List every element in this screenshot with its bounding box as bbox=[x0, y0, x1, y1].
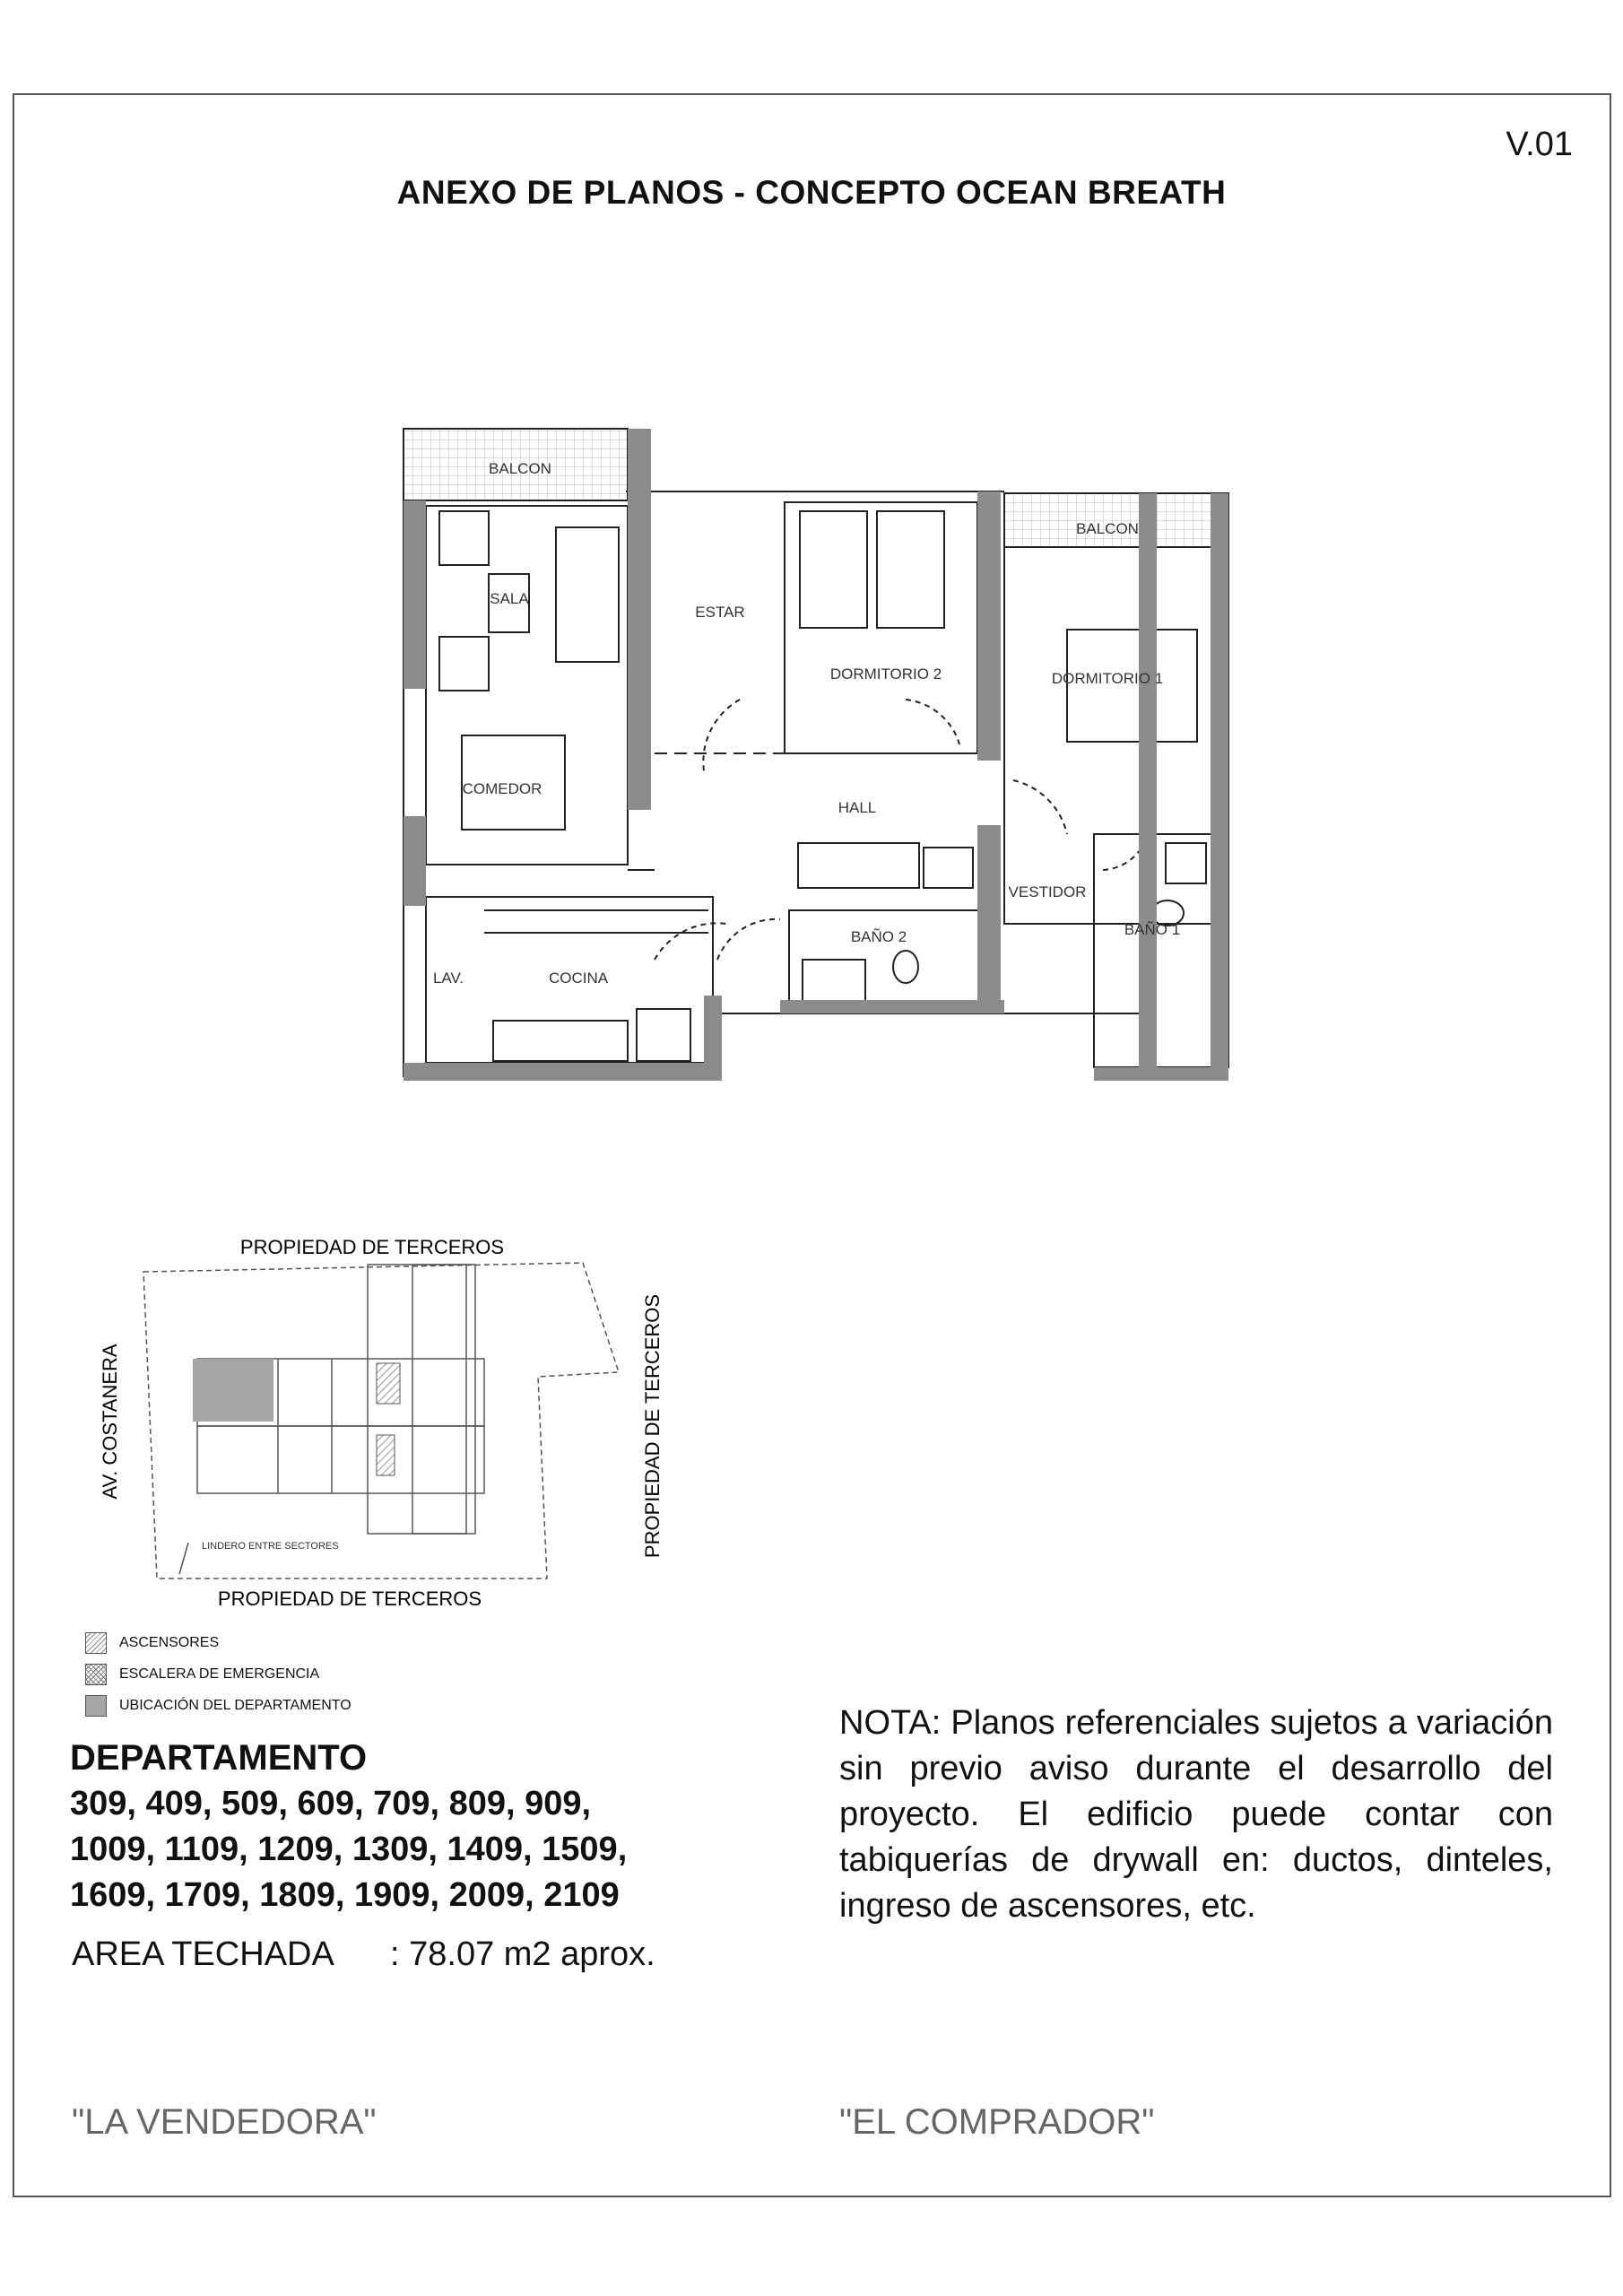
department-heading: DEPARTAMENTO bbox=[70, 1738, 368, 1778]
room-label-lav: LAV. bbox=[432, 970, 464, 987]
stair-swatch-icon bbox=[85, 1664, 107, 1685]
department-units-line: 309, 409, 509, 609, 709, 809, 909, bbox=[70, 1785, 592, 1822]
location-swatch-icon bbox=[85, 1695, 107, 1717]
site-label-top: PROPIEDAD DE TERCEROS bbox=[239, 1236, 505, 1258]
wall bbox=[780, 1000, 1004, 1013]
room-label-comedor: COMEDOR bbox=[462, 780, 542, 797]
room-label-sala: SALA bbox=[490, 590, 529, 607]
site-label-right: PROPIEDAD DE TERCEROS bbox=[641, 1293, 664, 1559]
wall bbox=[404, 1063, 708, 1081]
lindero-label: LINDERO ENTRE SECTORES bbox=[202, 1541, 339, 1552]
wall bbox=[404, 500, 426, 689]
area-row bbox=[72, 1935, 655, 1974]
legend-label: ESCALERA DE EMERGENCIA bbox=[119, 1665, 320, 1682]
wall bbox=[1094, 1067, 1228, 1081]
elevator-swatch-icon bbox=[85, 1632, 107, 1654]
room-label-balcon-left: BALCON bbox=[489, 460, 551, 477]
site-label-bottom: PROPIEDAD DE TERCEROS bbox=[217, 1587, 482, 1610]
room-label-vestidor: VESTIDOR bbox=[1008, 883, 1087, 900]
room-label-bano-2: BAÑO 2 bbox=[850, 928, 907, 945]
room-label-hall: HALL bbox=[838, 799, 877, 816]
legend-item bbox=[85, 1690, 352, 1721]
version-label: V.01 bbox=[1506, 126, 1573, 163]
buyer-signature-label: "EL COMPRADOR" bbox=[839, 2102, 1155, 2142]
legend-label: UBICACIÓN DEL DEPARTAMENTO bbox=[119, 1697, 352, 1713]
wall bbox=[404, 816, 426, 906]
site-label-left: AV. COSTANERA bbox=[99, 1344, 121, 1500]
legend-item bbox=[85, 1658, 352, 1690]
note-text: NOTA: Planos referenciales sujetos a variación sin previo aviso durante el desarrollo del proyecto. El edificio puede contar con tabiquerías de drywall en: ductos, dinteles, ingreso de ascensores, etc. bbox=[839, 1704, 1553, 1925]
room-label-dormitorio-2: DORMITORIO 2 bbox=[829, 665, 942, 683]
floor-plan bbox=[386, 422, 1246, 1103]
room-label-cocina: COCINA bbox=[548, 970, 609, 987]
legend bbox=[85, 1627, 352, 1721]
page-title: ANEXO DE PLANOS - CONCEPTO OCEAN BREATH bbox=[396, 174, 1227, 211]
room-label-dormitorio-1: DORMITORIO 1 bbox=[1051, 670, 1164, 687]
legend-label: ASCENSORES bbox=[119, 1634, 220, 1650]
area-value: : 78.07 m2 aprox. bbox=[390, 1935, 655, 1973]
wall bbox=[704, 996, 722, 1081]
wall bbox=[1211, 493, 1228, 1067]
room-label-bano-1: BAÑO 1 bbox=[1124, 921, 1181, 938]
department-units-line: 1009, 1109, 1209, 1309, 1409, 1509, bbox=[70, 1831, 628, 1868]
room-label-balcon-right: BALCON bbox=[1076, 520, 1139, 537]
wall bbox=[1139, 493, 1157, 1067]
seller-signature-label: "LA VENDEDORA" bbox=[72, 2102, 377, 2142]
legend-item bbox=[85, 1627, 352, 1658]
wall bbox=[977, 825, 1001, 1013]
elevator-marker bbox=[377, 1435, 395, 1475]
site-plan bbox=[81, 1220, 735, 1614]
department-location-marker bbox=[193, 1359, 273, 1422]
wall bbox=[977, 491, 1001, 761]
room-label-estar: ESTAR bbox=[695, 604, 745, 621]
area-label: AREA TECHADA bbox=[72, 1935, 334, 1973]
wall bbox=[628, 429, 651, 810]
department-units-line: 1609, 1709, 1809, 1909, 2009, 2109 bbox=[70, 1876, 620, 1914]
emergency-stair-marker bbox=[377, 1363, 400, 1404]
